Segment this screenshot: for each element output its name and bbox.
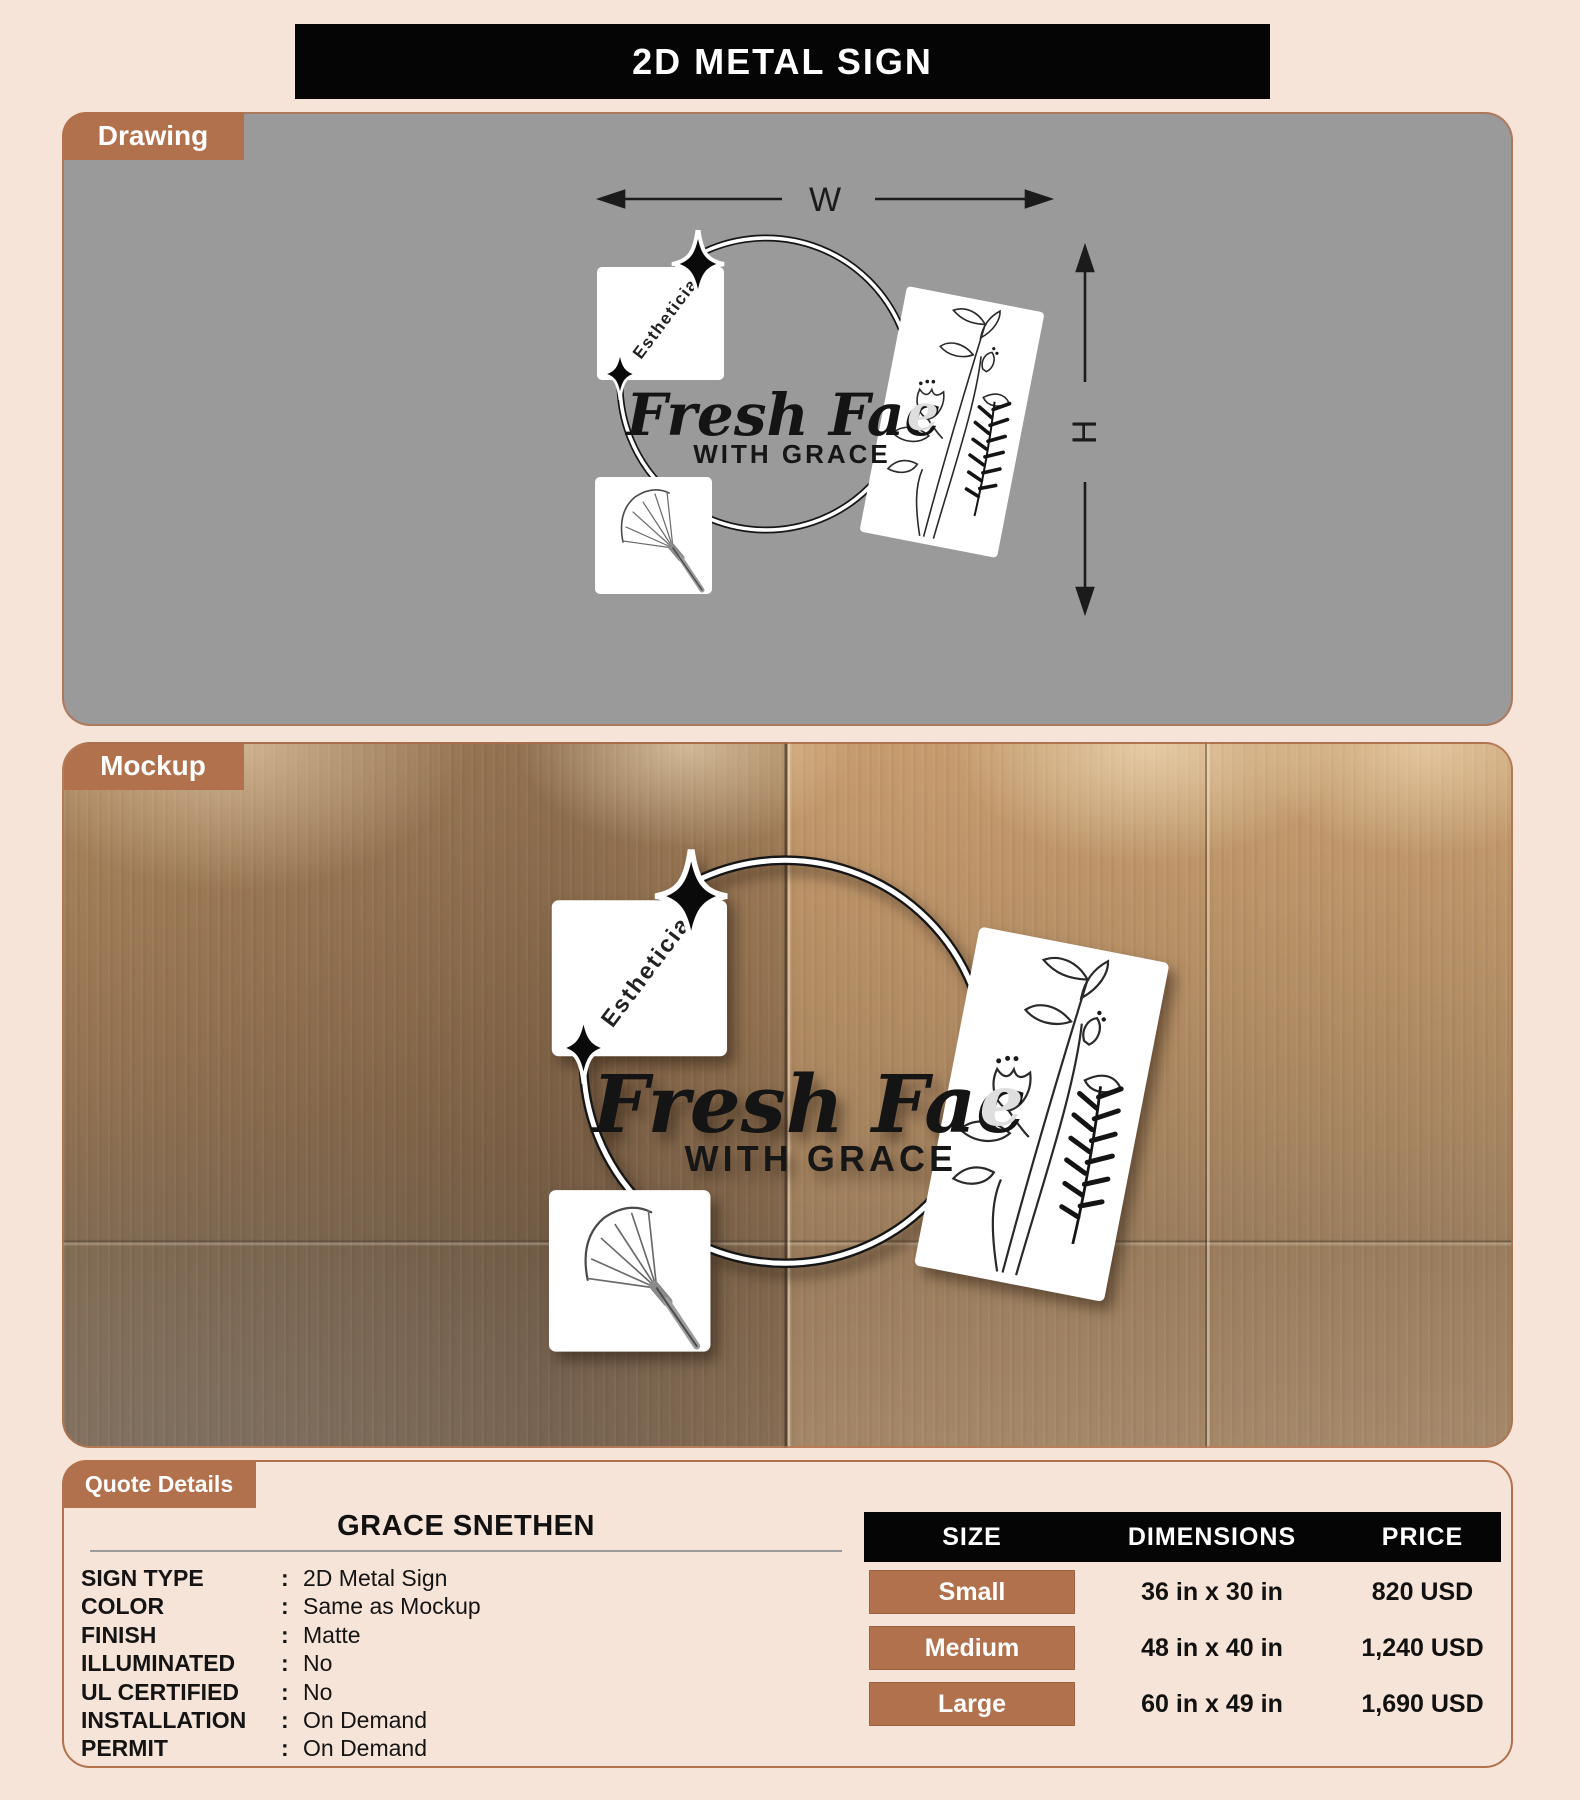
spec-label: COLOR <box>81 1593 165 1620</box>
price-value: 1,690 USD <box>1361 1689 1484 1718</box>
page-title: 2D METAL SIGN <box>632 40 933 82</box>
column-header-dimensions: DIMENSIONS <box>1127 1522 1297 1551</box>
quote-details-section <box>62 1460 1513 1768</box>
column-header-price: PRICE <box>1381 1522 1464 1551</box>
spec-value: No <box>303 1650 333 1677</box>
price-row-large <box>864 1682 1501 1726</box>
spec-colon: : <box>281 1565 289 1591</box>
spec-colon: : <box>281 1593 289 1620</box>
size-button-small[interactable]: Small <box>869 1570 1075 1614</box>
width-label: W <box>808 181 842 219</box>
spec-label: INSTALLATION <box>81 1707 247 1734</box>
drawing-section <box>62 112 1513 726</box>
spec-row-sign-type <box>81 1564 851 1592</box>
customer-name-divider <box>90 1550 842 1552</box>
width-dimension-arrow <box>600 181 1050 219</box>
price-value: 820 USD <box>1371 1577 1474 1606</box>
mockup-section-tab <box>62 742 244 790</box>
spec-value: On Demand <box>303 1735 428 1762</box>
spec-label: SIGN TYPE <box>81 1565 204 1591</box>
drawing-section-label: Drawing <box>97 120 209 151</box>
spec-list <box>81 1564 851 1763</box>
dimensions-value: 60 in x 49 in <box>1141 1689 1283 1718</box>
column-header-size: SIZE <box>942 1522 1002 1551</box>
size-button-large[interactable]: Large <box>869 1682 1075 1726</box>
price-row-medium <box>864 1626 1501 1670</box>
page-title-bar <box>295 24 1270 99</box>
size-button-medium[interactable]: Medium <box>869 1626 1075 1670</box>
spec-row-ul-certified <box>81 1678 851 1706</box>
spec-value: Matte <box>303 1621 361 1648</box>
price-table <box>864 1512 1501 1726</box>
spec-colon: : <box>281 1735 289 1762</box>
price-row-small <box>864 1570 1501 1614</box>
spec-value: On Demand <box>303 1707 428 1734</box>
quote-details-label: Quote Details <box>84 1470 234 1497</box>
spec-row-illuminated <box>81 1649 851 1677</box>
spec-label: PERMIT <box>81 1735 168 1762</box>
customer-name: GRACE SNETHEN <box>337 1510 595 1542</box>
sign-logo-drawing <box>595 230 1050 605</box>
spec-row-color <box>81 1592 851 1620</box>
spec-colon: : <box>281 1707 289 1734</box>
height-label: H <box>1066 419 1104 445</box>
price-table-header <box>864 1512 1501 1562</box>
spec-label: UL CERTIFIED <box>81 1678 240 1705</box>
spec-colon: : <box>281 1650 289 1677</box>
spec-row-finish <box>81 1621 851 1649</box>
spec-label: ILLUMINATED <box>81 1650 236 1677</box>
spec-value: 2D Metal Sign <box>303 1565 448 1591</box>
spec-value: Same as Mockup <box>303 1593 481 1620</box>
spec-value: No <box>303 1678 333 1705</box>
spec-row-installation <box>81 1706 851 1734</box>
spec-label: FINISH <box>81 1621 157 1648</box>
height-dimension-arrow <box>1066 247 1104 612</box>
quote-details-tab <box>62 1460 256 1508</box>
dimensions-value: 48 in x 40 in <box>1141 1633 1283 1662</box>
spec-row-permit <box>81 1734 851 1762</box>
mockup-section-label: Mockup <box>100 750 206 781</box>
spec-colon: : <box>281 1621 289 1648</box>
sign-logo-mockup <box>549 849 1177 1367</box>
dimensions-value: 36 in x 30 in <box>1141 1577 1283 1606</box>
spec-colon: : <box>281 1678 289 1705</box>
price-value: 1,240 USD <box>1361 1633 1484 1662</box>
mockup-section <box>62 742 1513 1448</box>
